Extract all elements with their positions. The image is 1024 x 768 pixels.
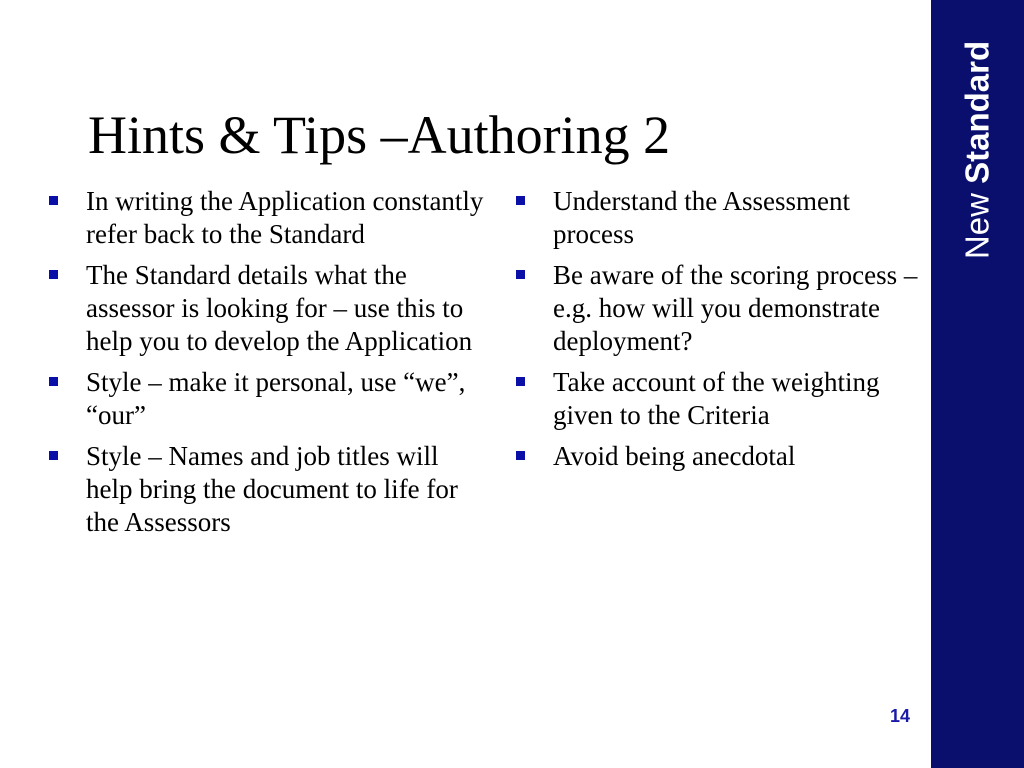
bullet-item xyxy=(515,440,935,473)
bullet-text: Be aware of the scoring process – e.g. how will you demonstrate deployment? xyxy=(553,260,918,356)
bullet-text: Take account of the weighting given to the Criteria xyxy=(553,367,880,430)
square-bullet-icon xyxy=(49,451,58,460)
bullet-item xyxy=(48,440,488,539)
square-bullet-icon xyxy=(516,377,525,386)
square-bullet-icon xyxy=(49,196,58,205)
square-bullet-icon xyxy=(49,377,58,386)
left-bullet-list xyxy=(48,185,488,547)
square-bullet-icon xyxy=(516,270,525,279)
page-number: 14 xyxy=(889,706,911,726)
bullet-text: Style – Names and job titles will help bring the document to life for the Assessors xyxy=(86,441,458,537)
bullet-text: Avoid being anecdotal xyxy=(553,441,796,471)
bullet-item xyxy=(515,366,935,432)
brand-word-new: New xyxy=(958,193,996,260)
bullet-item xyxy=(48,185,488,251)
bullet-item xyxy=(48,366,488,432)
bullet-text: The Standard details what the assessor is looking for – use this to help you to develop the Application xyxy=(86,260,473,356)
bullet-item xyxy=(515,259,935,358)
brand-logo xyxy=(958,40,996,260)
slide-title: Hints & Tips –Authoring 2 xyxy=(88,105,671,165)
brand-word-standard: Standard xyxy=(958,40,996,184)
bullet-text: In writing the Application constantly refer back to the Standard xyxy=(86,186,484,249)
right-bullet-list xyxy=(515,185,935,481)
bullet-item xyxy=(48,259,488,358)
square-bullet-icon xyxy=(516,196,525,205)
square-bullet-icon xyxy=(516,451,525,460)
bullet-item xyxy=(515,185,935,251)
square-bullet-icon xyxy=(49,270,58,279)
bullet-text: Understand the Assessment process xyxy=(553,186,850,249)
bullet-text: Style – make it personal, use “we”, “our” xyxy=(86,367,466,430)
